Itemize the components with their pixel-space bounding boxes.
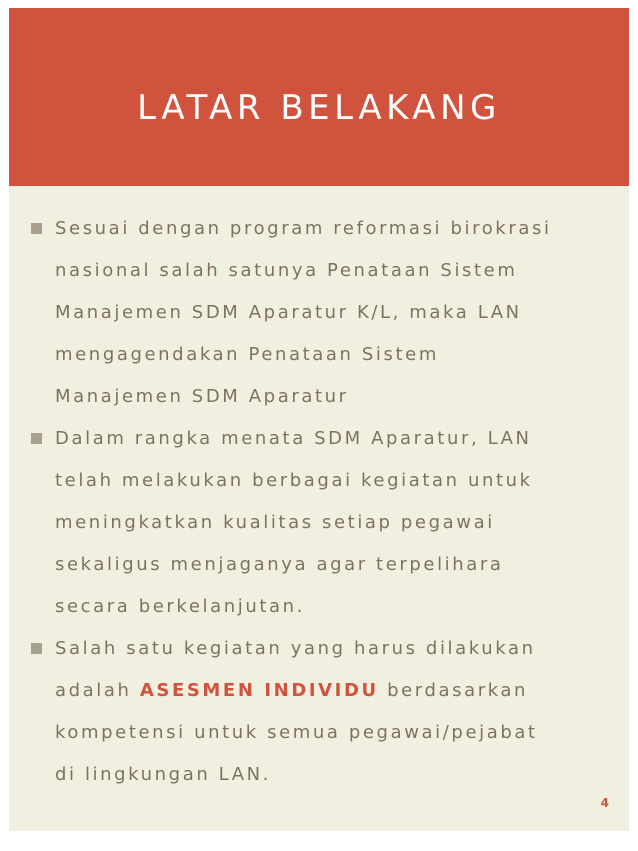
emphasis-text: ASESMEN INDIVIDU [139,680,379,701]
bullet-line: telah melakukan berbagai kegiatan untuk [55,470,533,491]
bullet-line: kompetensi untuk semua pegawai/pejabat [55,722,538,743]
bullet-text: berdasarkan [378,680,529,701]
bullet-line: meningkatkan kualitas setiap pegawai [55,512,495,533]
bullet-item [29,418,589,628]
bullet-line: Dalam rangka menata SDM Aparatur, LAN [55,428,532,449]
bullet-line: mengagendakan Penataan Sistem [55,344,439,365]
square-bullet-icon [31,643,42,654]
bullet-line: di lingkungan LAN. [55,764,271,785]
slide-title: LATAR BELAKANG [137,88,501,128]
bullet-item [29,208,589,418]
bullet-line [55,670,589,712]
bullet-text: adalah [55,680,140,701]
bullet-list [29,208,589,796]
bullet-line: Manajemen SDM Aparatur K/L, maka LAN [55,302,522,323]
title-banner [9,8,629,186]
page-number: 4 [600,796,609,810]
bullet-line: Salah satu kegiatan yang harus dilakukan [55,638,536,659]
square-bullet-icon [31,433,42,444]
bullet-line: Sesuai dengan program reformasi birokrasi [55,218,552,239]
bullet-line: secara berkelanjutan. [55,596,305,617]
bullet-item [29,628,589,796]
bullet-line: nasional salah satunya Penataan Sistem [55,260,518,281]
bullet-line: sekaligus menjaganya agar terpelihara [55,554,504,575]
bullet-line: Manajemen SDM Aparatur [55,386,349,407]
square-bullet-icon [31,223,42,234]
